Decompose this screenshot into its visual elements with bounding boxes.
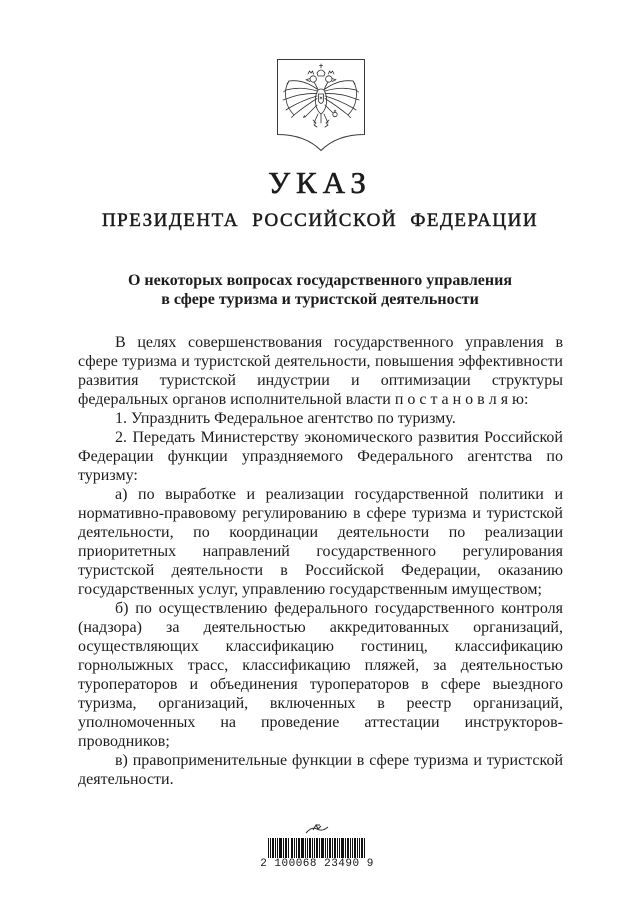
paragraph-preamble: В целях совершенствования государственного управления в сфере туризма и туристской деятельности, повышения эффективности развития туристской индустрии и оптимизации структуры федеральных органов исполнительной власти п о с т а н о в л я ю: xyxy=(78,334,563,408)
paragraph-subitem-b: б) по осуществлению федерального государственного контроля (надзора) за деятельностью аккредитованных организаций, осуществляющих классификацию гостиниц, классификацию горнолыжных трасс, классификацию пляжей, за деятельностью туроператоров и объединения туроператоров в сфере выездного туризма, организаций, включенных в реестр организаций, уполномоченных на проведение аттестации инструкторов-проводников; xyxy=(78,600,563,750)
paragraph-item-2: 2. Передать Министерству экономического развития Российской Федерации функции упраздняемого Федерального агентства по туризму: xyxy=(78,429,563,484)
page-subtitle: ПРЕЗИДЕНТА РОССИЙСКОЙ ФЕДЕРАЦИИ xyxy=(101,210,539,231)
decree-subject-line2: в сфере туризма и туристской деятельности xyxy=(161,291,479,308)
paragraph-subitem-v: в) правоприменительные функции в сфере туризма и туристской деятельности. xyxy=(78,752,563,788)
decree-body xyxy=(78,333,563,789)
page-title: УКАЗ xyxy=(268,165,372,200)
paragraph-item-1: 1. Упразднить Федеральное агентство по туризму. xyxy=(115,410,456,427)
decree-subject-line1: О некоторых вопросах государственного управления xyxy=(127,272,512,289)
barcode-icon xyxy=(268,838,366,858)
barcode-digits: 2 100068 23490 9 xyxy=(260,858,374,870)
print-mark-icon xyxy=(304,822,330,836)
decree-subject-heading xyxy=(0,271,640,309)
paragraph-subitem-a: а) по выработке и реализации государственной политики и нормативно-правовому регулированию в сфере туризма и туристской деятельности, по координации деятельности по реализации приоритетных направлений государственного регулирования туристской деятельности в Российской Федерации, оказанию государственных услуг, управлению государственным имуществом; xyxy=(78,486,563,598)
barcode xyxy=(255,822,379,870)
russian-coat-of-arms-icon xyxy=(277,59,365,154)
